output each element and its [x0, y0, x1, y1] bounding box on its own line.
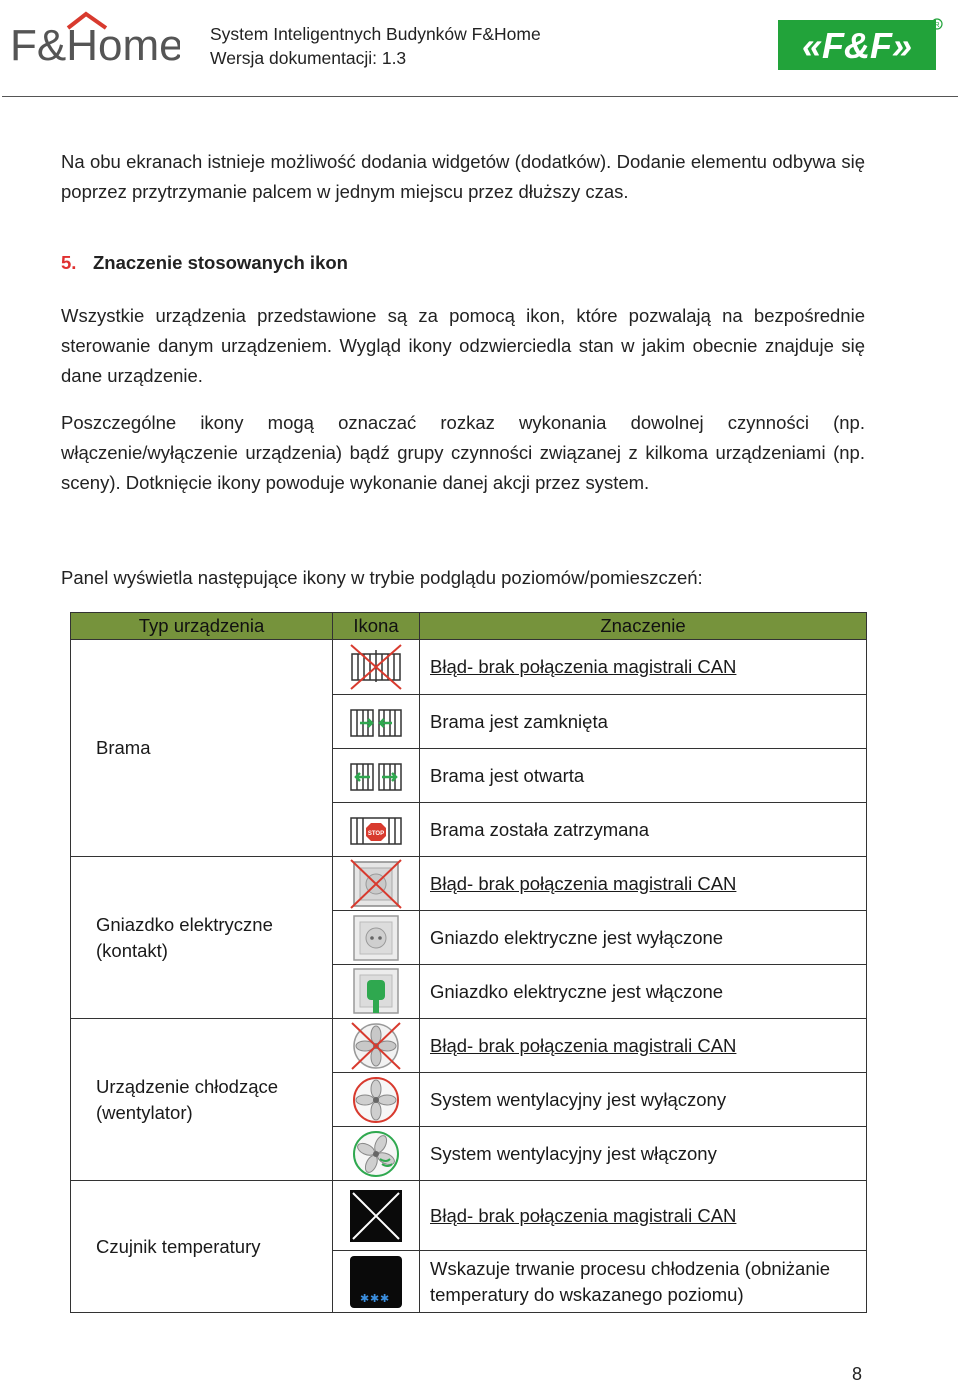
table-row [71, 640, 867, 695]
icon-cell [333, 911, 420, 965]
gate-error-icon [348, 642, 404, 692]
icon-cell [333, 803, 420, 857]
header-divider [2, 96, 958, 97]
section-number: 5. [61, 252, 77, 273]
page-number: 8 [852, 1364, 863, 1384]
socket-on-icon [350, 967, 402, 1017]
meaning-text: Błąd- brak połączenia magistrali CAN [430, 1034, 737, 1056]
cooling-icon [348, 1254, 404, 1310]
page-header [0, 0, 960, 98]
device-type-fan: Urządzenie chłodzące (wentylator) [71, 1019, 333, 1181]
ff-brand-logo [776, 16, 944, 74]
para-icons: Wszystkie urządzenia przedstawione są za pomocą ikon, które pozwalają na bezpośrednie sterowanie danym urządzeniem. Wygląd ikony odzwierciedla stan w jakim obecnie znajduje się dane urządzenie. [61, 305, 865, 386]
header-text [210, 22, 541, 70]
meaning-text: Gniazdo elektryczne jest wyłączone [430, 926, 724, 948]
meaning-text: System wentylacyjny jest wyłączony [430, 1088, 727, 1110]
meaning-text: Błąd- brak połączenia magistrali CAN [430, 1204, 737, 1226]
document-version: Wersja dokumentacji: 1.3 [210, 48, 407, 68]
para-panel: Panel wyświetla następujące ikony w trybie podglądu poziomów/pomieszczeń: [61, 567, 703, 588]
section-title: Znaczenie stosowanych ikon [93, 252, 348, 273]
icon-cell [333, 640, 420, 695]
table-row [71, 857, 867, 911]
fan-error-icon [348, 1020, 404, 1072]
fhome-logo [10, 6, 180, 76]
icons-table [70, 612, 867, 1313]
icon-cell [333, 1127, 420, 1181]
meaning-cell [420, 1073, 867, 1127]
device-type-temp-sensor: Czujnik temperatury [71, 1181, 333, 1313]
section-heading [61, 252, 348, 274]
svg-text:F&Home: F&Home [10, 21, 180, 70]
meaning-cell [420, 1127, 867, 1181]
fan-on-icon [350, 1129, 402, 1179]
icon-cell [333, 749, 420, 803]
meaning-cell [420, 965, 867, 1019]
meaning-text: Brama jest zamknięta [430, 710, 608, 732]
para-widgets: Na obu ekranach istnieje możliwość dodania widgetów (dodatków). Dodanie elementu odbywa się poprzez przytrzymanie palcem w jednym miejscu przez dłuższy czas. [61, 151, 865, 202]
meaning-text: Błąd- brak połączenia magistrali CAN [430, 656, 737, 677]
meaning-cell [420, 1251, 867, 1313]
gate-open-icon [348, 756, 404, 796]
temp-error-icon [348, 1188, 404, 1244]
icon-cell [333, 1251, 420, 1313]
meaning-text: Brama została zatrzymana [430, 818, 650, 840]
meaning-cell [420, 803, 867, 857]
meaning-cell [420, 749, 867, 803]
meaning-text: Błąd- brak połączenia magistrali CAN [430, 872, 737, 894]
para-action: Poszczególne ikony mogą oznaczać rozkaz wykonania dowolnej czynności (np. włączenie/wyłączenie urządzenia) bądź grupy czynności związanej z kilkoma urządzeniami (np. sceny). Dotknięcie ikony powoduje wykonanie danej akcji przez system. [61, 412, 865, 493]
meaning-cell [420, 640, 867, 695]
table-row [71, 1181, 867, 1251]
svg-text:✱: ✱ [370, 1291, 380, 1305]
device-type-socket: Gniazdko elektryczne (kontakt) [71, 857, 333, 1019]
icon-cell [333, 1019, 420, 1073]
socket-off-icon [350, 914, 402, 962]
meaning-text: System wentylacyjny jest włączony [430, 1142, 717, 1164]
col-header-type: Typ urządzenia [71, 613, 333, 640]
fan-off-icon [350, 1075, 402, 1125]
gate-closed-icon [348, 702, 404, 742]
table-header-row [71, 613, 867, 640]
meaning-cell [420, 695, 867, 749]
table-row [71, 1019, 867, 1073]
meaning-cell [420, 857, 867, 911]
meaning-cell [420, 1181, 867, 1251]
svg-text:R: R [934, 22, 940, 29]
socket-error-icon [348, 858, 404, 910]
svg-text:«F&F»: «F&F» [801, 25, 913, 66]
document-title: System Inteligentnych Budynków F&Home [210, 24, 541, 44]
device-type-gate: Brama [71, 640, 333, 857]
meaning-text: Wskazuje trwanie procesu chłodzenia (obniżanie temperatury do wskazanego poziomu) [430, 1257, 831, 1305]
icon-cell [333, 857, 420, 911]
icon-cell [333, 965, 420, 1019]
meaning-text: Gniazdko elektryczne jest włączone [430, 980, 724, 1002]
meaning-cell [420, 911, 867, 965]
svg-text:✱: ✱ [360, 1291, 370, 1305]
meaning-cell [420, 1019, 867, 1073]
gate-stopped-icon [348, 810, 404, 850]
meaning-text: Brama jest otwarta [430, 764, 585, 786]
col-header-icon: Ikona [333, 613, 420, 640]
svg-text:STOP: STOP [367, 830, 385, 837]
icon-cell [333, 1073, 420, 1127]
icon-cell [333, 1181, 420, 1251]
icon-cell [333, 695, 420, 749]
col-header-meaning: Znaczenie [420, 613, 867, 640]
svg-text:✱: ✱ [380, 1291, 390, 1305]
